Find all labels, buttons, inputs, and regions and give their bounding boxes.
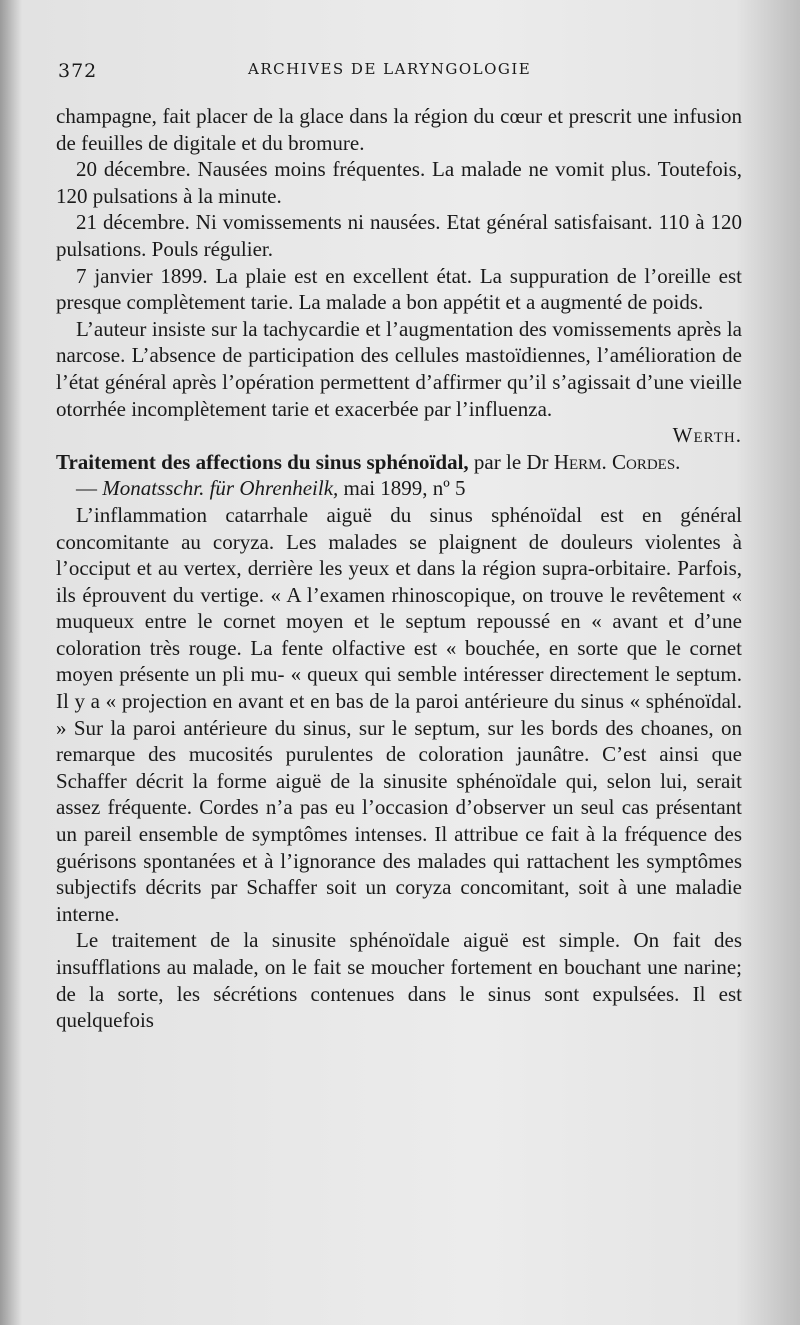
paragraph-author-remarks: L’auteur insiste sur la tachycardie et l’augmentation des vomissements après la narcose. L’absence de participation des cellules mastoïdiennes, l’amélioration de l’état général après l’opération permettent d’affirmer qu’il s’agissait d’une vieille otorrhée incomplètement tarie et exacerbée par l’influenza. bbox=[56, 316, 742, 421]
article-author: Herm. Cordes. bbox=[553, 449, 681, 474]
paragraph-body-2: Le traitement de la sinusite sphénoïdale aiguë est simple. On fait des insufflations au malade, on le fait se moucher fortement en bouchant une narine; de la sorte, les sécrétions contenues dans le sinus sont expulsées. Il est quelquefois bbox=[56, 928, 742, 1033]
article-title: Traitement des affections du sinus sphénoïdal, bbox=[56, 449, 469, 474]
article-source bbox=[56, 475, 742, 502]
paragraph-body-1: L’inflammation catarrhale aiguë du sinus sphénoïdal est en général concomitante au coryza. Les malades se plaignent de douleurs violentes à l’occiput et au vertex, derrière les yeux et dans la région supra-orbitaire. Parfois, ils éprouvent du vertige. « A l’examen rhinoscopique, on trouve le revêtement « muqueux entre le cornet moyen et le septum repoussé en « avant et d’une coloration très rouge. La fente olfactive est « bouchée, en sorte que le cornet moyen présente un pli mu- « queux qui semble intéresser directement le septum. Il y a « projection en avant et en bas de la paroi antérieure du sinus « sphénoïdal. » Sur la paroi antérieure du sinus, sur le septum, sur les bords des choanes, on remarque des mucosités purulentes de coloration jaunâtre. C’est ainsi que Schaffer décrit la forme aiguë de la sinusite sphénoïdale qui, selon lui, serait assez fréquente. Cordes n’a pas eu l’occasion d’observer un seul cas présentant un pareil ensemble de symptômes intenses. Il attribue ce fait à la fréquence des guérisons spontanées et à l’ignorance des malades qui rattachent les symptômes subjectifs décrits par Schaffer soit un coryza concomitant, soit à une maladie interne. bbox=[56, 502, 742, 926]
paragraph-entry-7-jan: 7 janvier 1899. La plaie est en excellent état. La suppuration de l’oreille est presque complètement tarie. La malade a bon appétit et a augmenté de poids. bbox=[56, 263, 742, 315]
journal-name: Monatsschr. für Ohrenheilk, bbox=[102, 476, 339, 501]
article-heading bbox=[56, 449, 742, 476]
page-body bbox=[56, 103, 742, 1034]
source-dash: — bbox=[76, 476, 97, 501]
journal-citation: mai 1899, nº 5 bbox=[343, 476, 466, 501]
paragraph-entry-20-dec: 20 décembre. Nausées moins fréquentes. La malade ne vomit plus. Toutefois, 120 pulsations à la minute. bbox=[56, 157, 742, 208]
author-prefix: par le Dr bbox=[473, 449, 549, 474]
paragraph-entry-21-dec: 21 décembre. Ni vomissements ni nausées. Etat général satisfaisant. 110 à 120 pulsations. Pouls régulier. bbox=[56, 210, 742, 261]
page-header bbox=[58, 58, 740, 88]
running-title: ARCHIVES DE LARYNGOLOGIE bbox=[248, 60, 532, 78]
page-number: 372 bbox=[58, 60, 98, 82]
paragraph-continuation: champagne, fait placer de la glace dans la région du cœur et prescrit une infusion de feuilles de digitale et du bromure. bbox=[56, 104, 742, 155]
author-signature: Werth. bbox=[672, 423, 742, 448]
